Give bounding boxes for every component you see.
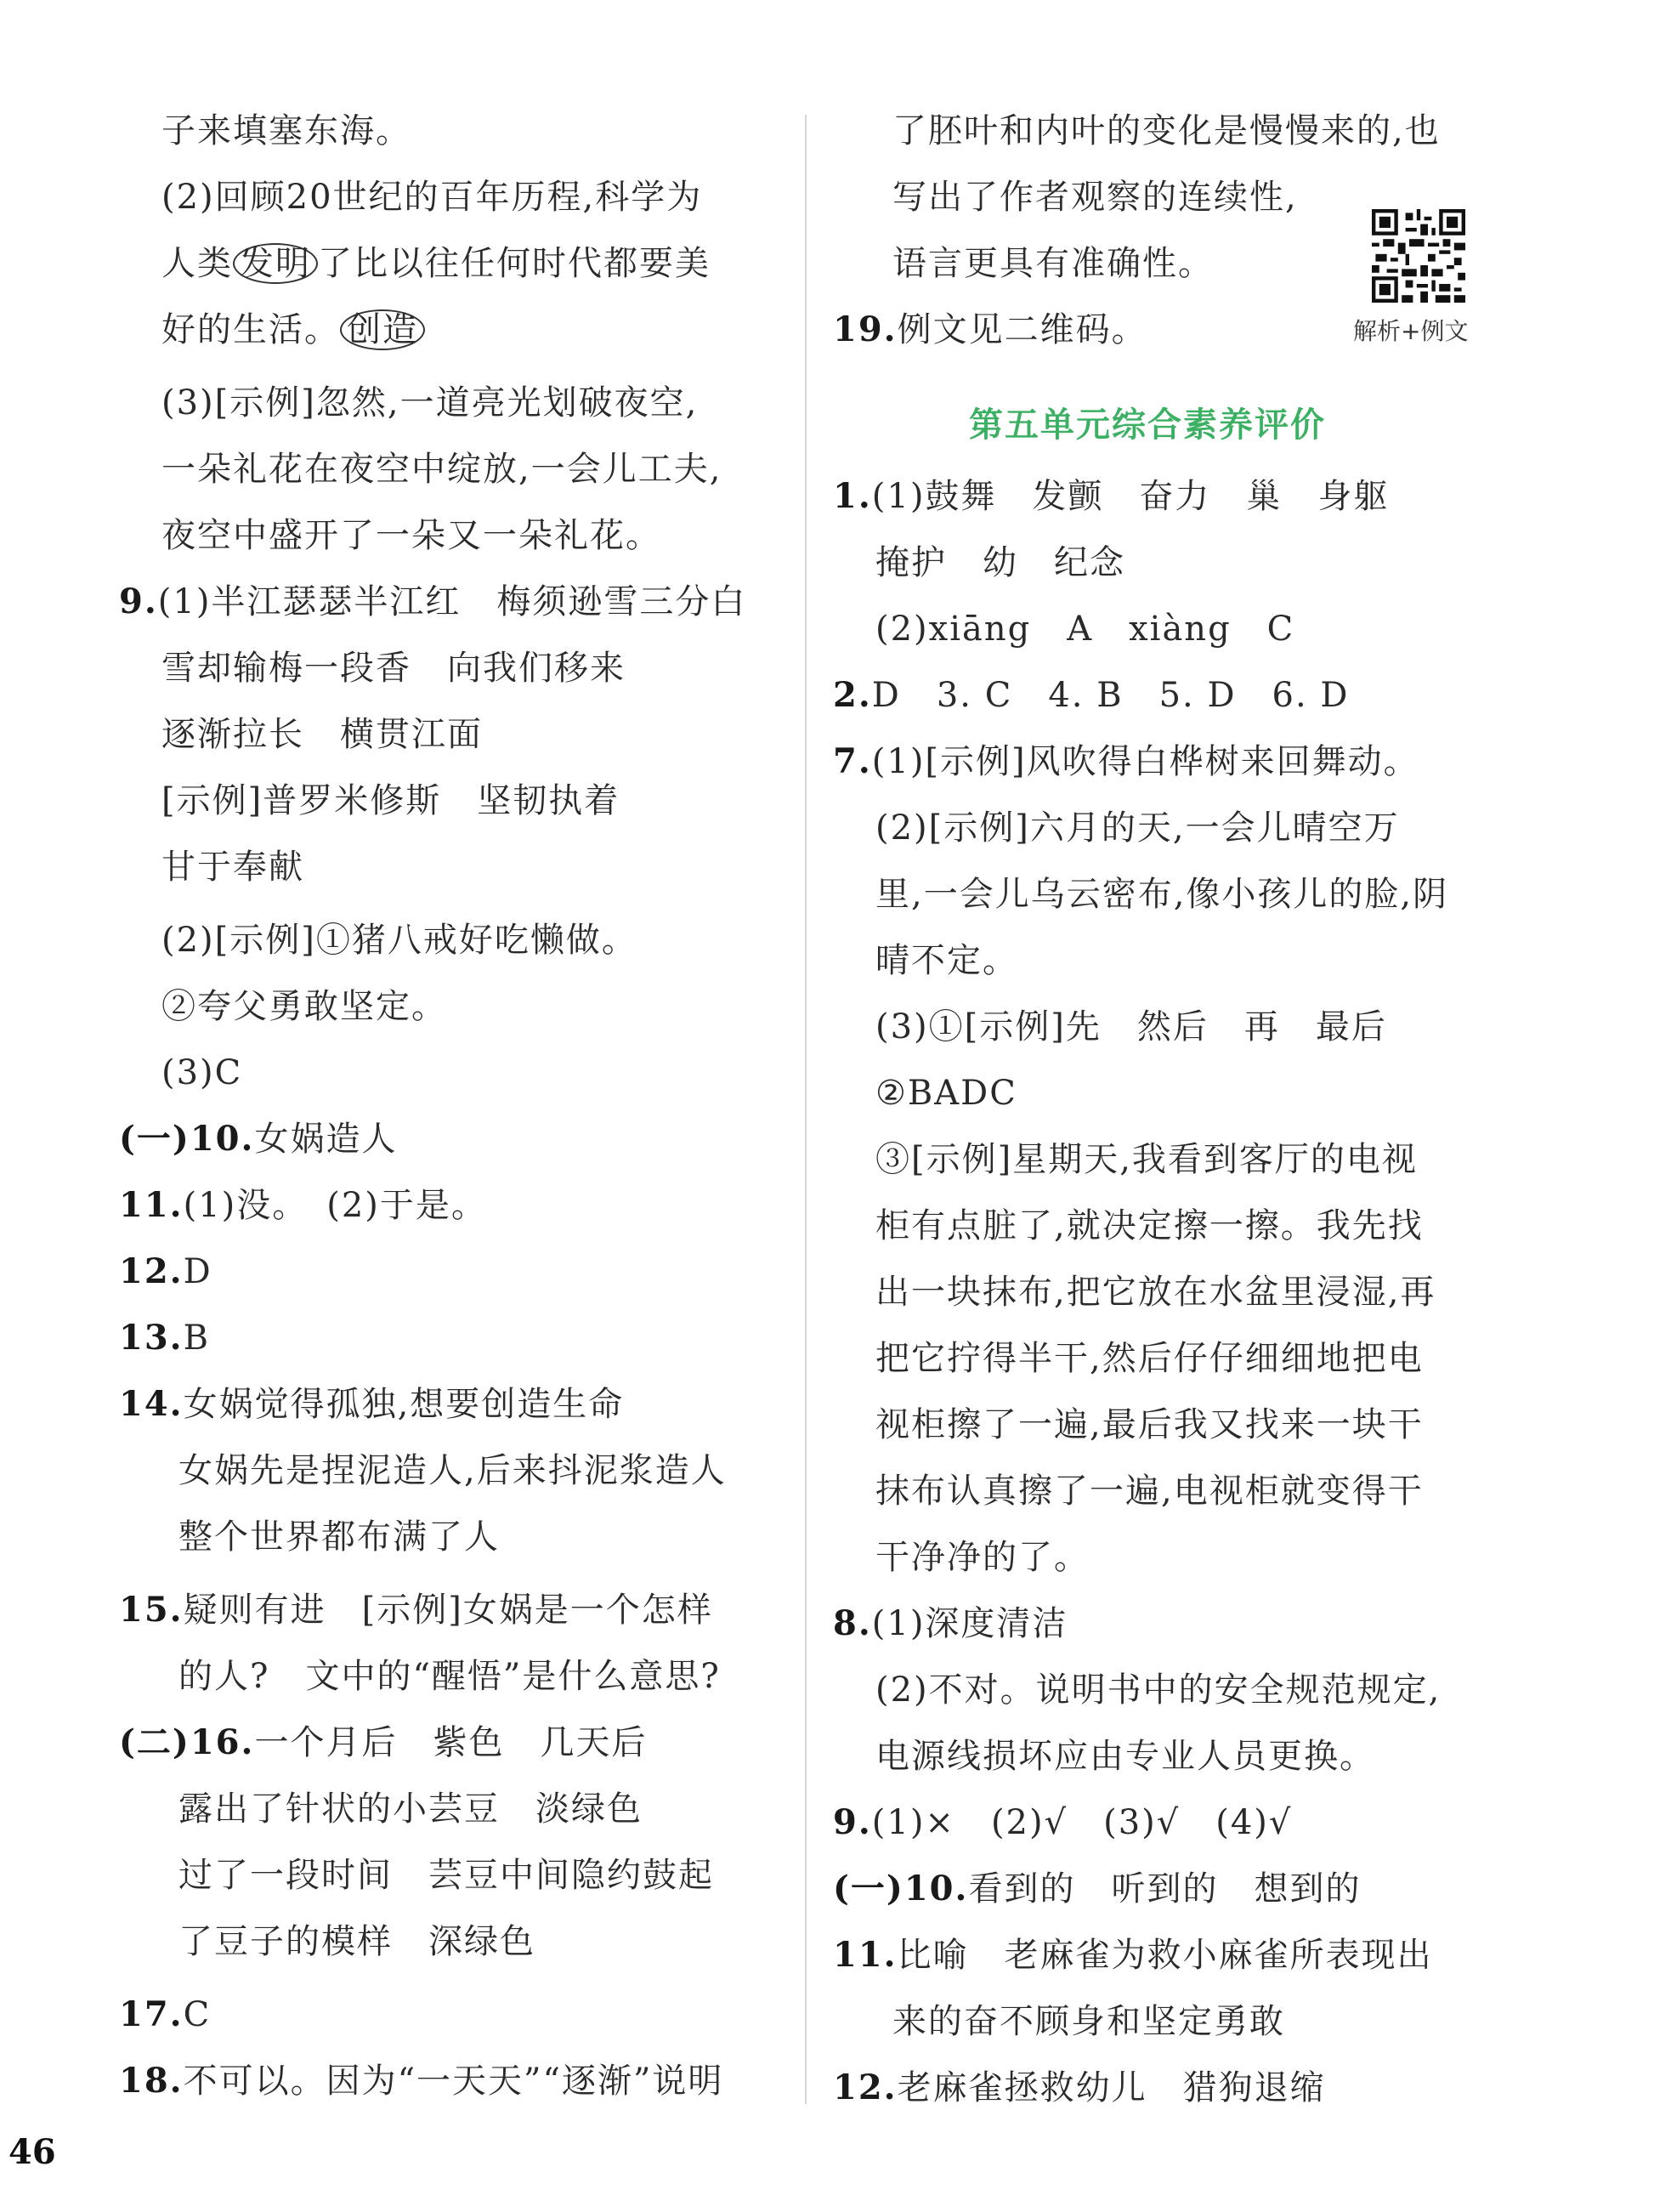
answer-text: (2)xiāng A xiàng C (875, 610, 1295, 649)
answer-line (161, 243, 711, 284)
answer-text: 一朵礼花在夜空中绽放,一会儿工夫, (161, 450, 722, 489)
answer-line (119, 2061, 723, 2101)
answer-text: 过了一段时间 芸豆中间隐约鼓起 (178, 1856, 714, 1895)
question-number: 2. (833, 675, 872, 715)
answer-line (161, 383, 698, 423)
answer-line (875, 609, 1294, 649)
answer-line (875, 1272, 1436, 1313)
answer-line (178, 1517, 500, 1557)
section-title: 第五单元综合素养评价 (969, 406, 1326, 445)
answer-line (875, 940, 1018, 981)
question-number: 7. (833, 741, 872, 781)
answer-line (833, 1802, 1292, 1843)
answer-text: 电源线损坏应由专业人员更换。 (875, 1737, 1375, 1776)
answer-line (119, 1590, 713, 1631)
question-number: 11. (833, 1935, 898, 1975)
answer-line (875, 1537, 1090, 1578)
qr-code-icon[interactable] (1372, 209, 1465, 303)
answer-text: 例文见二维码。 (897, 310, 1147, 349)
answer-text: 视柜擦了一遍,最后我又找来一块干 (875, 1405, 1424, 1444)
answer-text: 晴不定。 (875, 941, 1018, 980)
answer-line (892, 243, 1214, 284)
answer-line (178, 1789, 643, 1829)
answer-text: (1)鼓舞 发颤 奋力 巢 身躯 (871, 477, 1390, 516)
question-number: 9. (833, 1802, 872, 1842)
answer-text: ②夸父勇敢坚定。 (161, 987, 447, 1026)
question-number: 13. (119, 1318, 184, 1358)
answer-line (161, 986, 447, 1027)
answer-line (161, 847, 304, 888)
question-number: 14. (119, 1384, 184, 1424)
answer-text: 女娲觉得孤独,想要创造生命 (183, 1385, 625, 1424)
answer-line (875, 1338, 1424, 1379)
answer-line (161, 780, 620, 821)
answer-text: 把它拧得半干,然后仔仔细细地把电 (875, 1339, 1424, 1378)
answer-line (892, 2001, 1285, 2042)
answer-line (833, 741, 1419, 782)
question-number: 18. (119, 2061, 184, 2101)
answer-line (161, 714, 483, 755)
question-number: 11. (119, 1185, 184, 1225)
answer-text: 不可以。因为“一天天”“逐渐”说明 (183, 2062, 724, 2101)
answer-text: 雪却输梅一段香 向我们移来 (161, 649, 626, 688)
answer-line (833, 309, 1147, 350)
answer-text: (1)半江瑟瑟半江红 梅须逊雪三分白 (157, 582, 747, 621)
answer-line (875, 1139, 1418, 1180)
answer-line (833, 1935, 1433, 1976)
answer-line (161, 920, 637, 961)
question-number: 9. (119, 581, 158, 621)
answer-text: 逐渐拉长 横贯江面 (161, 715, 483, 754)
answer-line (875, 1736, 1375, 1777)
answer-line (119, 1185, 487, 1226)
answer-text: 语言更具有准确性。 (892, 244, 1214, 283)
qr-caption: 解析+例文 (1353, 317, 1469, 345)
answer-text: 了豆子的模样 深绿色 (178, 1922, 535, 1961)
page-number: 46 (8, 2132, 56, 2172)
answer-line (875, 1205, 1424, 1246)
column-divider (805, 115, 807, 2104)
answer-text: 抹布认真擦了一遍,电视柜就变得干 (875, 1472, 1424, 1511)
answer-text: (3)①[示例]先 然后 再 最后 (875, 1007, 1387, 1046)
answer-line (892, 177, 1298, 218)
answer-line (875, 1007, 1387, 1047)
answer-text: 甘于奉献 (161, 848, 304, 887)
answer-line (178, 1450, 727, 1491)
question-number: 17. (119, 1994, 184, 2034)
answer-text: 老麻雀拯救幼儿 猎狗退缩 (897, 2068, 1326, 2107)
answer-text: (2)[示例]①猪八戒好吃懒做。 (161, 921, 637, 960)
answer-line (875, 808, 1400, 848)
answer-line (833, 2067, 1326, 2108)
circled-word: 创造 (340, 309, 425, 350)
answer-text: 夜空中盛开了一朵又一朵礼花。 (161, 516, 661, 555)
answer-text: (2)[示例]六月的天,一会儿晴空万 (875, 808, 1400, 848)
answer-line (833, 1603, 1068, 1644)
answer-text: 露出了针状的小芸豆 淡绿色 (178, 1789, 643, 1829)
answer-text: (1)[示例]风吹得白桦树来回舞动。 (871, 742, 1419, 781)
answer-text: 人类 (161, 244, 233, 283)
answer-line (119, 1384, 624, 1425)
answer-line (178, 1855, 714, 1896)
answer-line (161, 111, 411, 151)
answer-line (161, 309, 425, 350)
answer-text: 好的生活。 (161, 310, 340, 349)
answer-line (161, 177, 702, 218)
answer-line (119, 1318, 210, 1358)
answer-line (875, 1471, 1424, 1512)
answer-text: 写出了作者观察的连续性, (892, 178, 1298, 217)
answer-line (119, 1119, 397, 1160)
answer-text: 了比以往任何时代都要美 (318, 244, 711, 283)
answer-text: 了胚叶和内叶的变化是慢慢来的,也 (892, 111, 1441, 150)
circled-word: 发明 (233, 243, 318, 284)
answer-text: C (183, 1995, 212, 2034)
answer-text: 看到的 听到的 想到的 (968, 1869, 1362, 1909)
answer-text: 里,一会儿乌云密布,像小孩儿的脸,阴 (875, 875, 1449, 914)
answer-line (161, 449, 722, 490)
answer-text: 子来填塞东海。 (161, 111, 411, 150)
answer-text: ②BADC (875, 1074, 1017, 1113)
answer-text: (1)× (2)√ (3)√ (4)√ (871, 1803, 1293, 1842)
answer-line (875, 1404, 1424, 1445)
answer-line (161, 648, 626, 689)
answer-line (119, 1251, 212, 1292)
answer-text: B (183, 1319, 210, 1358)
question-number: 12. (833, 2067, 898, 2107)
answer-text: 一个月后 紫色 几天后 (254, 1723, 648, 1762)
answer-line (178, 1656, 721, 1697)
answer-line (161, 515, 661, 556)
answer-line (178, 1921, 535, 1962)
answer-text: 的人? 文中的“醒悟”是什么意思? (178, 1657, 721, 1696)
answer-text: 女娲造人 (254, 1120, 398, 1159)
answer-text: 干净净的了。 (875, 1538, 1090, 1577)
answer-text: (3)[示例]忽然,一道亮光划破夜空, (161, 383, 699, 423)
question-number: (一)10. (833, 1869, 969, 1909)
answer-line (119, 1994, 211, 2035)
question-number: 19. (833, 309, 898, 349)
question-number: 12. (119, 1251, 184, 1291)
answer-line (119, 1722, 647, 1763)
answer-text: (1)深度清洁 (871, 1604, 1068, 1643)
answer-line (892, 111, 1441, 151)
answer-line (875, 542, 1125, 583)
answer-line (875, 1073, 1017, 1114)
answer-line (833, 476, 1389, 517)
answer-text: D (183, 1252, 212, 1291)
answer-line (875, 874, 1448, 915)
answer-text: 出一块抹布,把它放在水盆里浸湿,再 (875, 1273, 1436, 1312)
answer-text: (2)不对。说明书中的安全规范规定, (875, 1670, 1442, 1710)
answer-text: 整个世界都布满了人 (178, 1517, 500, 1557)
answer-text: (1)没。 (2)于是。 (183, 1186, 487, 1225)
question-number: 1. (833, 476, 872, 516)
answer-text: 疑则有进 [示例]女娲是一个怎样 (183, 1591, 713, 1630)
answer-text: 来的奋不顾身和坚定勇敢 (892, 2002, 1285, 2041)
question-number: (二)16. (119, 1722, 255, 1762)
question-number: 8. (833, 1603, 872, 1643)
answer-text: D 3. C 4. B 5. D 6. D (871, 676, 1350, 715)
answer-text: ③[示例]星期天,我看到客厅的电视 (875, 1140, 1418, 1179)
answer-line (833, 675, 1350, 716)
answer-text: 掩护 幼 纪念 (875, 543, 1125, 582)
question-number: (一)10. (119, 1119, 255, 1159)
answer-line (833, 1869, 1361, 1909)
answer-text: (3)C (161, 1053, 243, 1092)
answer-text: 柜有点脏了,就决定擦一擦。我先找 (875, 1206, 1424, 1245)
answer-line (875, 1670, 1441, 1710)
answer-text: 比喻 老麻雀为救小麻雀所表现出 (897, 1936, 1433, 1975)
answer-text: 女娲先是捏泥造人,后来抖泥浆造人 (178, 1451, 727, 1490)
answer-text: [示例]普罗米修斯 坚韧执着 (161, 781, 620, 820)
answer-line (161, 1052, 242, 1093)
question-number: 15. (119, 1590, 184, 1630)
answer-line (119, 581, 746, 622)
answer-text: (2)回顾20世纪的百年历程,科学为 (161, 178, 703, 217)
